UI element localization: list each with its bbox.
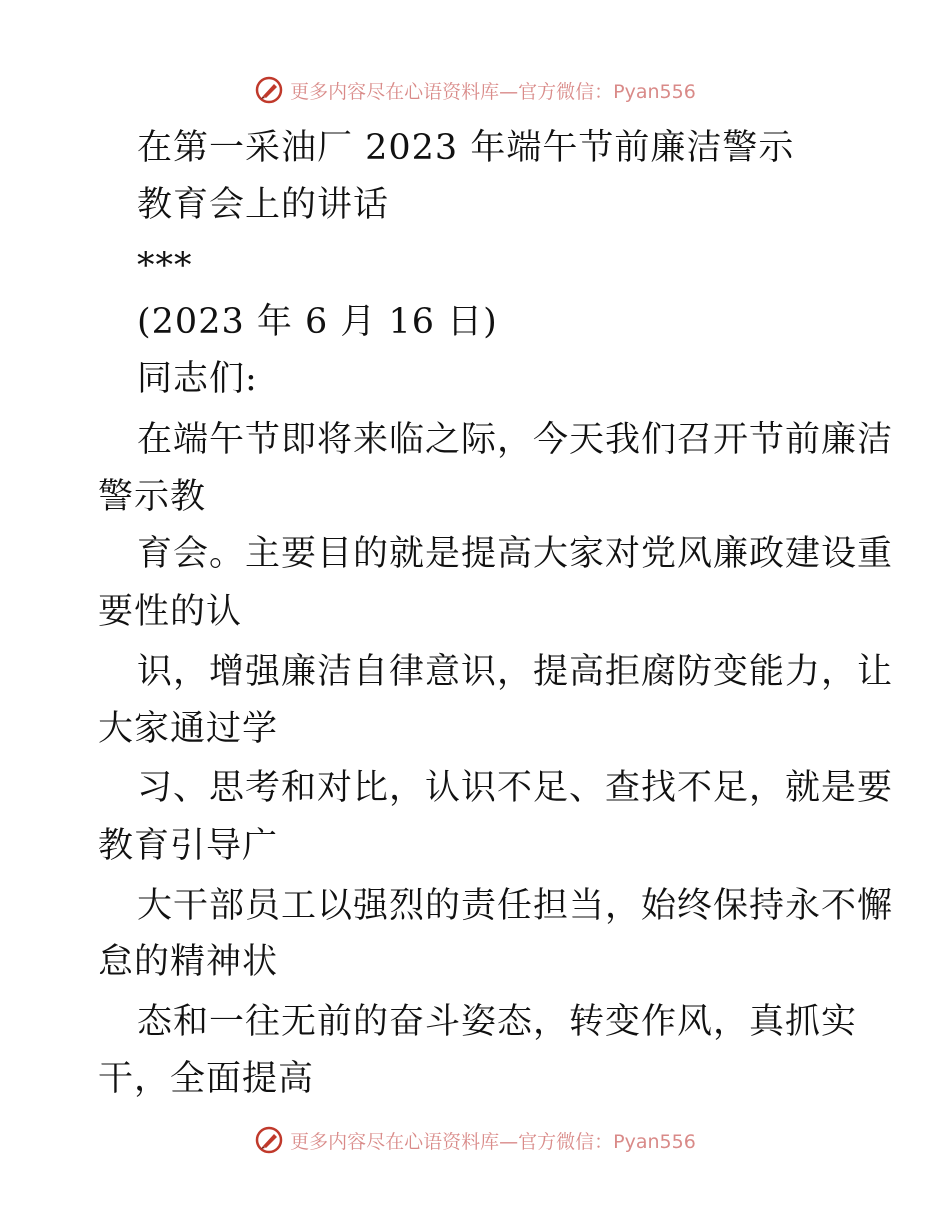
watermark-text: 更多内容尽在心语资料库—官方微信：Pyan556 xyxy=(290,80,696,103)
document-title-line-1: 在第一采油厂 2023 年端午节前廉洁警示 xyxy=(137,128,795,168)
footer-watermark xyxy=(0,1122,950,1158)
body-line: 教育引导广 xyxy=(98,826,279,866)
watermark-content xyxy=(254,1125,696,1155)
pen-logo-icon xyxy=(254,75,284,105)
watermark-content xyxy=(254,75,696,105)
body-line: 干，全面提高 xyxy=(98,1059,315,1099)
body-line: 要性的认 xyxy=(98,592,243,632)
document-title-line-2: 教育会上的讲话 xyxy=(137,185,390,225)
pen-logo-icon xyxy=(254,1125,284,1155)
body-line: 大家通过学 xyxy=(98,709,279,749)
document-date: (2023 年 6 月 16 日) xyxy=(137,302,498,342)
body-line: 怠的精神状 xyxy=(98,942,279,982)
body-line: 态和一往无前的奋斗姿态，转变作风，真抓实 xyxy=(137,1002,858,1042)
header-watermark xyxy=(0,72,950,108)
watermark-text: 更多内容尽在心语资料库—官方微信：Pyan556 xyxy=(290,1130,696,1153)
body-line: 识，增强廉洁自律意识，提高拒腐防变能力，让 xyxy=(137,652,894,692)
body-line: 在端午节即将来临之际，今天我们召开节前廉洁 xyxy=(137,420,894,460)
body-line: 育会。主要目的就是提高大家对党风廉政建设重 xyxy=(137,534,894,574)
document-author: *** xyxy=(137,246,193,286)
document-salutation: 同志们: xyxy=(137,359,258,399)
body-line: 警示教 xyxy=(98,477,207,517)
body-line: 习、思考和对比，认识不足、查找不足，就是要 xyxy=(137,768,894,808)
body-line: 大干部员工以强烈的责任担当，始终保持永不懈 xyxy=(137,886,894,926)
